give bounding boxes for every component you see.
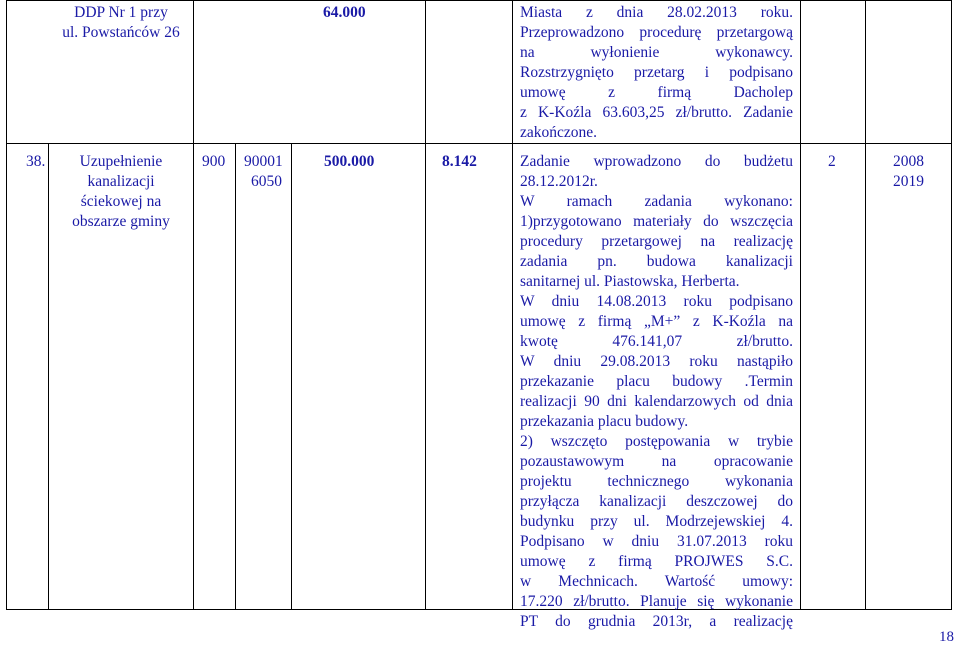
description-line: w Mechnicach. Wartość umowy: xyxy=(520,573,793,590)
table-border-top xyxy=(6,0,952,1)
description-line: projektu technicznego wykonania xyxy=(520,473,793,490)
col-border-9 xyxy=(951,0,952,610)
row2-wykonanie: 8.142 xyxy=(442,153,477,170)
description-line: Rozstrzygnięto przetarg i podpisano xyxy=(520,64,793,81)
description-line: W dniu 14.08.2013 roku podpisano xyxy=(520,293,793,310)
description-line: umowę z firmą PROJWES S.C. xyxy=(520,553,793,570)
row1-description xyxy=(520,3,793,143)
description-line: 1)przygotowano materiały do wszczęcia xyxy=(520,213,793,230)
description-line: realizacji 90 dni kalendarzowych od dnia xyxy=(520,393,793,410)
col-border-5 xyxy=(425,0,426,610)
year-end: 2019 xyxy=(893,173,924,190)
description-line: kwotę 476.141,07 zł/brutto. xyxy=(520,333,793,350)
row-divider xyxy=(6,143,952,144)
description-line: przyłącza kanalizacji deszczowej do xyxy=(520,493,793,510)
description-line: 17.220 zł/brutto. Planuje się wykonanie xyxy=(520,593,793,610)
page-number: 18 xyxy=(939,629,954,645)
description-line: pozaustawowym na opracowanie xyxy=(520,453,793,470)
row2-rozdzial: 90001 xyxy=(244,153,283,170)
row2-name-line: obszarze gminy xyxy=(72,213,170,230)
row1-name-line: DDP Nr 1 przy xyxy=(74,4,168,21)
year-start: 2008 xyxy=(893,153,924,170)
description-line: przekazania placu budowy. xyxy=(520,413,689,430)
description-line: umowę z firmą Dacholep xyxy=(520,84,793,101)
description-line: 2) wszczęto postępowania w trybie xyxy=(520,433,793,450)
col-border-4 xyxy=(291,143,292,610)
description-line: na wyłonienie wykonawcy. xyxy=(520,44,793,61)
description-line: W ramach zadania wykonano: xyxy=(520,193,793,210)
description-line: umowę z firmą „M+” z K-Koźla na xyxy=(520,313,793,330)
table-border-bottom xyxy=(6,609,952,610)
row2-name-line: ściekowej na xyxy=(80,193,162,210)
col-border-0 xyxy=(6,0,7,610)
row1-amount: 64.000 xyxy=(323,4,366,21)
row2-name-line: kanalizacji xyxy=(87,173,155,190)
description-line: zakończone. xyxy=(520,124,598,141)
row2-name-line: Uzupełnienie xyxy=(79,153,163,170)
description-line: budynku przy ul. Modrzejewskiej 4. xyxy=(520,513,793,530)
row2-plan: 500.000 xyxy=(324,153,375,170)
description-line: Zadanie wprowadzono do budżetu xyxy=(520,153,793,170)
col-border-3 xyxy=(235,143,236,610)
col-border-7 xyxy=(800,0,801,610)
row2-kat: 2 xyxy=(828,153,836,170)
row2-lp: 38. xyxy=(26,153,46,170)
col-border-8 xyxy=(865,0,866,610)
description-line: procedury przetargowej na realizację xyxy=(520,233,793,250)
col-border-2 xyxy=(193,0,194,610)
description-line: 28.12.2012r. xyxy=(520,173,598,190)
row2-years xyxy=(866,152,951,192)
description-line: zadania pn. budowa kanalizacji xyxy=(520,253,793,270)
description-line: sanitarnej ul. Piastowska, Herberta. xyxy=(520,273,740,290)
col-border-6 xyxy=(512,0,513,610)
description-line: PT do grudnia 2013r, a realizację xyxy=(520,613,793,630)
row2-description xyxy=(520,152,793,632)
description-line: Podpisano w dniu 31.07.2013 roku xyxy=(520,533,793,550)
row1-name-cell xyxy=(49,3,193,43)
description-line: Przeprowadzono procedurę przetargową xyxy=(520,24,793,41)
description-line: z K-Koźla 63.603,25 zł/brutto. Zadanie xyxy=(520,104,793,121)
description-line: przekazanie placu budowy .Termin xyxy=(520,373,793,390)
description-line: W dniu 29.08.2013 roku nastąpiło xyxy=(520,353,793,370)
row2-paragraf: 6050 xyxy=(251,173,282,190)
description-line: Miasta z dnia 28.02.2013 roku. xyxy=(520,4,793,21)
row1-name-line: ul. Powstańców 26 xyxy=(62,24,180,41)
row2-name-cell xyxy=(49,152,193,232)
row2-dzial: 900 xyxy=(202,153,226,170)
